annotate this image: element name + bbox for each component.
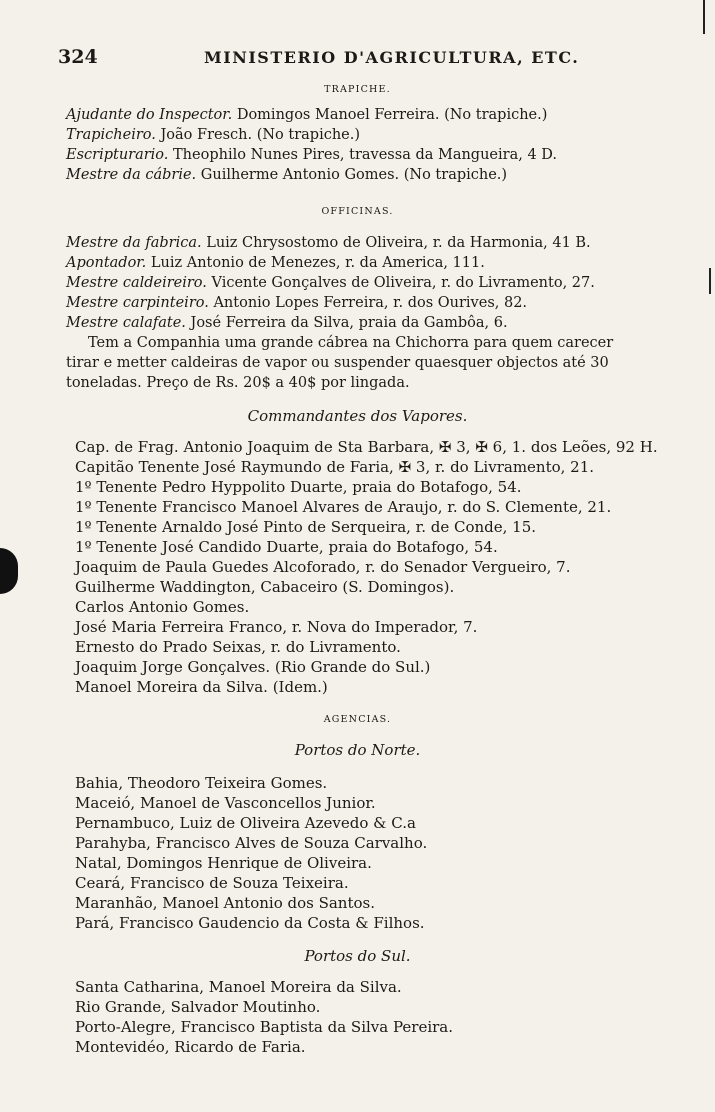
- trapiche-line: [66, 127, 360, 143]
- role-label: Trapicheiro.: [66, 127, 156, 143]
- role-label: Ajudante do Inspector.: [66, 107, 233, 123]
- commandante-line: 1º Tenente Pedro Hyppolito Duarte, praia do Botafogo, 54.: [75, 478, 522, 496]
- agencia-norte-line: Natal, Domingos Henrique de Oliveira.: [75, 854, 372, 872]
- entry-text: Vicente Gonçalves de Oliveira, r. do Livramento, 27.: [211, 275, 595, 291]
- agencia-norte-line: Maceió, Manoel de Vasconcellos Junior.: [75, 794, 376, 812]
- officinas-line: [66, 315, 508, 331]
- agencia-sul-line: Porto-Alegre, Francisco Baptista da Silva Pereira.: [75, 1018, 454, 1036]
- commandante-line: Manoel Moreira da Silva. (Idem.): [75, 678, 328, 696]
- agencia-sul-line: Montevidéo, Ricardo de Faria.: [75, 1038, 306, 1056]
- role-label: Mestre caldeireiro.: [66, 275, 207, 291]
- trapiche-line: [66, 147, 557, 163]
- commandante-line: Ernesto do Prado Seixas, r. do Livramento.: [75, 638, 401, 656]
- agencia-norte-line: Ceará, Francisco de Souza Teixeira.: [75, 874, 349, 892]
- commandante-line: Capitão Tenente José Raymundo de Faria, ✠ 3, r. do Livramento, 21.: [75, 458, 595, 476]
- agencia-norte-line: Parahyba, Francisco Alves de Souza Carvalho.: [75, 834, 428, 852]
- entry-text: Luiz Antonio de Menezes, r. da America, 111.: [150, 255, 485, 271]
- role-label: Escripturario.: [66, 147, 169, 163]
- agencia-sul-line: Rio Grande, Salvador Moutinho.: [75, 998, 321, 1016]
- scan-edge-mark: [703, 0, 705, 34]
- subheading-portos-sul: Portos do Sul.: [304, 947, 411, 965]
- ink-blot: [0, 548, 18, 594]
- subheading-commandantes: Commandantes dos Vapores.: [247, 407, 468, 425]
- commandante-line: Joaquim Jorge Gonçalves. (Rio Grande do Sul.): [75, 658, 431, 676]
- notice-line: Tem a Companhia uma grande cábrea na Chichorra para quem carecer: [88, 335, 614, 351]
- commandante-line: Guilherme Waddington, Cabaceiro (S. Domingos).: [75, 578, 455, 596]
- entry-text: Theophilo Nunes Pires, travessa da Mangueira, 4 D.: [173, 147, 557, 163]
- entry-text: João Fresch. (No trapiche.): [160, 127, 361, 143]
- scan-edge-mark: [709, 268, 711, 294]
- page-header: [58, 46, 690, 70]
- section-title-agencias: AGENCIAS.: [323, 714, 392, 725]
- notice-line: toneladas. Preço de Rs. 20$ a 40$ por lingada.: [66, 375, 410, 391]
- notice-line: tirar e metter caldeiras de vapor ou suspender quaesquer objectos até 30: [66, 355, 609, 371]
- entry-text: Luiz Chrysostomo de Oliveira, r. da Harmonia, 41 B.: [206, 235, 591, 251]
- commandante-line: 1º Tenente José Candido Duarte, praia do Botafogo, 54.: [75, 538, 498, 556]
- officinas-line: [66, 275, 595, 291]
- entry-text: Antonio Lopes Ferreira, r. dos Ourives, 82.: [213, 295, 528, 311]
- agencia-norte-line: Pará, Francisco Gaudencio da Costa & Filhos.: [75, 914, 425, 932]
- entry-text: José Ferreira da Silva, praia da Gambôa, 6.: [190, 315, 508, 331]
- commandante-line: José Maria Ferreira Franco, r. Nova do Imperador, 7.: [75, 618, 478, 636]
- agencia-sul-line: Santa Catharina, Manoel Moreira da Silva.: [75, 978, 402, 996]
- role-label: Mestre da fabrica.: [66, 235, 202, 251]
- running-title: MINISTERIO D'AGRICULTURA, ETC.: [204, 48, 580, 67]
- role-label: Apontador.: [66, 255, 147, 271]
- section-title-officinas: OFFICINAS.: [321, 206, 394, 217]
- section-title-trapiche: TRAPICHE.: [324, 84, 391, 95]
- officinas-line: [66, 235, 591, 251]
- officinas-line: [66, 255, 485, 271]
- officinas-line: [66, 295, 527, 311]
- entry-text: Domingos Manoel Ferreira. (No trapiche.): [236, 107, 548, 123]
- commandante-line: 1º Tenente Francisco Manoel Alvares de Araujo, r. do S. Clemente, 21.: [75, 498, 612, 516]
- subheading-portos-norte: Portos do Norte.: [294, 741, 421, 759]
- commandante-line: 1º Tenente Arnaldo José Pinto de Serqueira, r. de Conde, 15.: [75, 518, 537, 536]
- commandante-line: Cap. de Frag. Antonio Joaquim de Sta Barbara, ✠ 3, ✠ 6, 1. dos Leões, 92 H.: [75, 438, 658, 456]
- trapiche-line: [66, 167, 507, 183]
- agencia-norte-line: Bahia, Theodoro Teixeira Gomes.: [75, 774, 328, 792]
- commandante-line: Carlos Antonio Gomes.: [75, 598, 250, 616]
- agencia-norte-line: Pernambuco, Luiz de Oliveira Azevedo & C.a: [75, 814, 416, 832]
- role-label: Mestre carpinteiro.: [66, 295, 209, 311]
- page-number: 324: [58, 46, 98, 68]
- trapiche-line: [66, 107, 547, 123]
- commandante-line: Joaquim de Paula Guedes Alcoforado, r. do Senador Vergueiro, 7.: [75, 558, 571, 576]
- role-label: Mestre da cábrie.: [66, 167, 197, 183]
- entry-text: Guilherme Antonio Gomes. (No trapiche.): [200, 167, 508, 183]
- role-label: Mestre calafate.: [66, 315, 186, 331]
- agencia-norte-line: Maranhão, Manoel Antonio dos Santos.: [75, 894, 375, 912]
